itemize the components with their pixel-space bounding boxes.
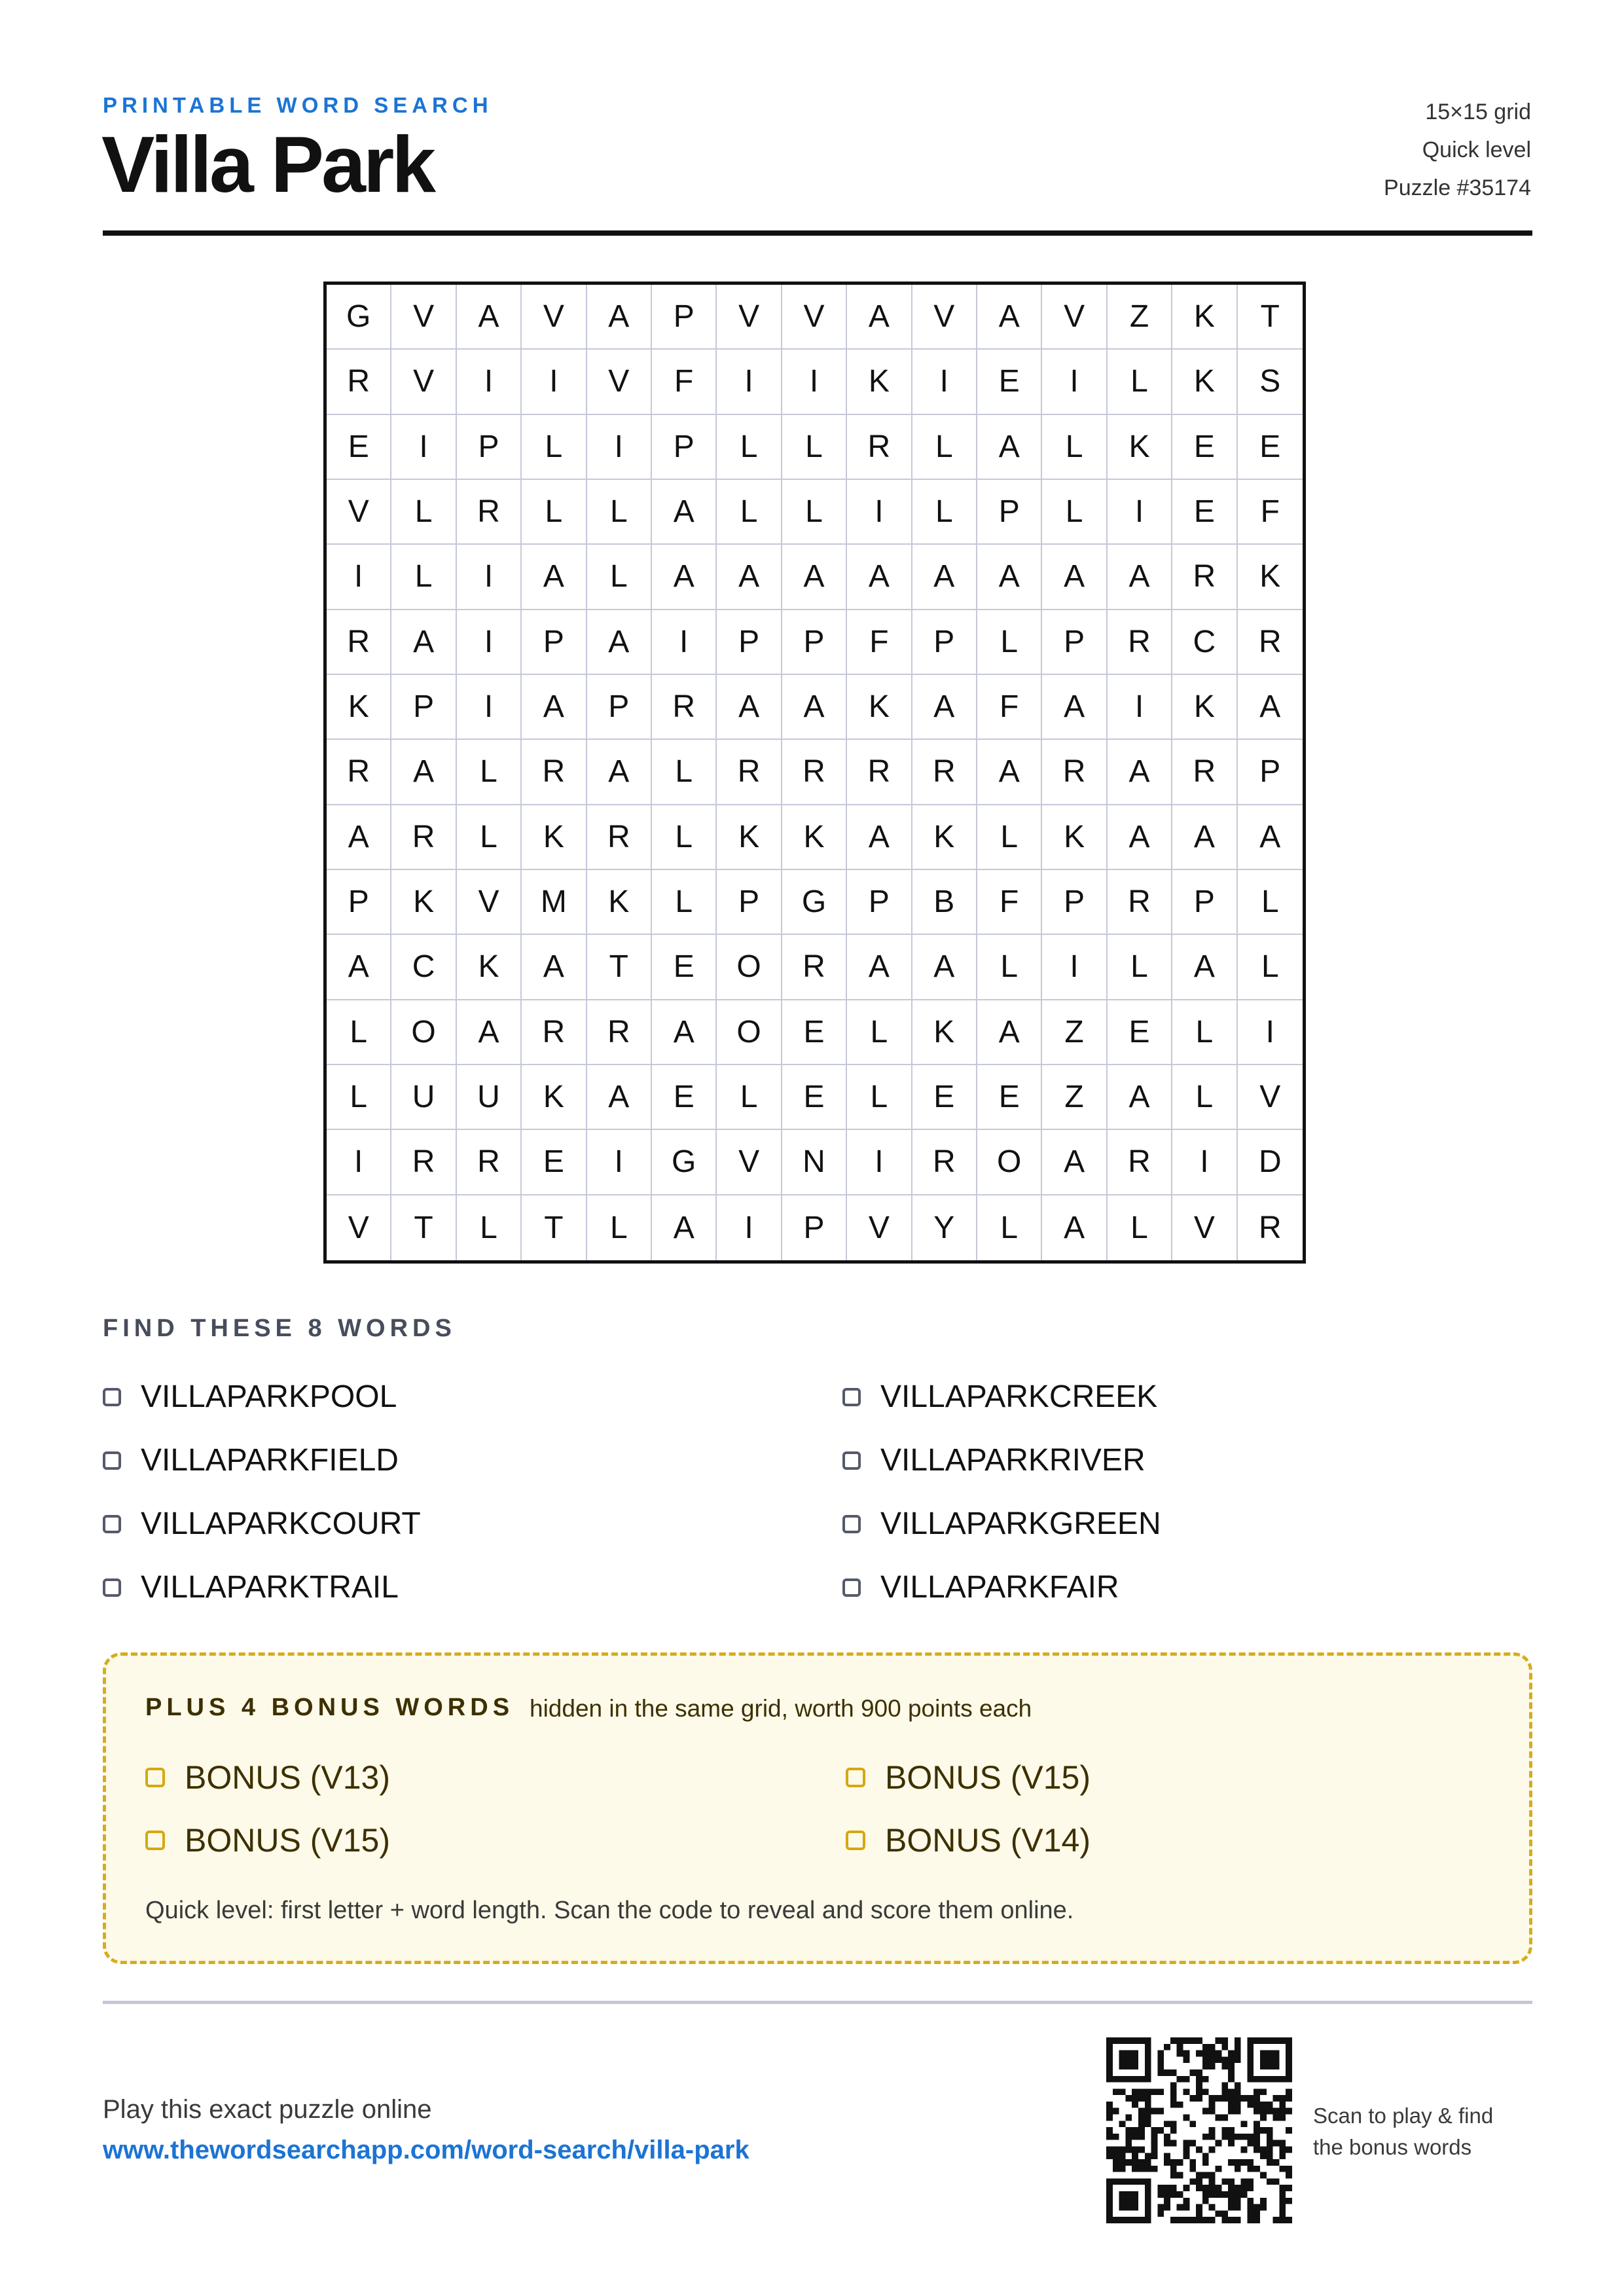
grid-cell[interactable]: I [457,610,522,675]
grid-cell[interactable]: K [522,805,586,870]
grid-cell[interactable]: K [1238,545,1303,610]
grid-cell[interactable]: V [327,480,391,545]
grid-cell[interactable]: E [1238,415,1303,480]
grid-cell[interactable]: I [717,1195,782,1260]
grid-cell[interactable]: R [457,1130,522,1195]
grid-cell[interactable]: A [1238,675,1303,740]
checkbox-icon[interactable] [842,1451,861,1470]
grid-cell[interactable]: L [1238,935,1303,1000]
grid-cell[interactable]: L [652,740,717,805]
grid-cell[interactable]: L [1172,1000,1237,1065]
grid-cell[interactable]: E [1172,480,1237,545]
grid-cell[interactable]: I [1108,480,1172,545]
word-item[interactable] [103,1429,842,1492]
checkbox-icon[interactable] [846,1768,865,1787]
grid-cell[interactable]: K [1172,675,1237,740]
grid-cell[interactable]: A [782,545,847,610]
grid-cell[interactable]: R [1172,740,1237,805]
grid-cell[interactable]: A [977,545,1042,610]
grid-cell[interactable]: P [327,870,391,935]
grid-cell[interactable]: G [652,1130,717,1195]
grid-cell[interactable]: I [587,1130,652,1195]
bonus-word-label: BONUS (V14) [885,1822,1091,1859]
bonus-word-label: BONUS (V13) [185,1759,390,1796]
grid-cell[interactable]: E [977,350,1042,414]
grid-cell[interactable]: R [327,350,391,414]
grid-cell[interactable]: V [391,350,456,414]
grid-cell[interactable]: T [1238,285,1303,350]
bonus-title: PLUS 4 BONUS WORDS [145,1694,514,1721]
grid-cell[interactable]: V [1172,1195,1237,1260]
grid-cell[interactable]: T [522,1195,586,1260]
word-list-title: FIND THESE 8 WORDS [103,1315,456,1342]
checkbox-icon[interactable] [842,1578,861,1597]
grid-cell[interactable]: N [782,1130,847,1195]
qr-code-icon[interactable] [1106,2037,1292,2223]
grid-cell[interactable]: I [522,350,586,414]
grid-cell[interactable]: Z [1042,1000,1107,1065]
word-item[interactable] [103,1492,842,1556]
word-label: VILLAPARKFIELD [141,1443,399,1478]
grid-cell[interactable]: R [782,935,847,1000]
grid-cell[interactable]: I [327,1130,391,1195]
checkbox-icon[interactable] [103,1388,121,1406]
grid-cell[interactable]: R [782,740,847,805]
grid-cell[interactable]: E [522,1130,586,1195]
grid-cell[interactable]: P [652,415,717,480]
grid-cell[interactable]: K [847,675,912,740]
grid-cell[interactable]: R [717,740,782,805]
grid-cell[interactable]: B [912,870,977,935]
grid-cell[interactable]: A [587,285,652,350]
grid-cell[interactable]: L [1042,480,1107,545]
grid-cell[interactable]: A [1172,805,1237,870]
grid-cell[interactable]: L [587,545,652,610]
grid-cell[interactable]: L [327,1065,391,1130]
grid-cell[interactable]: L [1108,350,1172,414]
grid-cell[interactable]: L [977,1195,1042,1260]
play-online-link[interactable]: www.thewordsearchapp.com/word-search/villa-park [103,2136,749,2164]
checkbox-icon[interactable] [103,1515,121,1533]
bonus-subtitle: hidden in the same grid, worth 900 points each [530,1695,1032,1722]
grid-cell[interactable]: A [847,805,912,870]
grid-cell[interactable]: V [587,350,652,414]
grid-cell[interactable]: R [847,415,912,480]
grid-cell[interactable]: L [1238,870,1303,935]
grid-cell[interactable]: A [912,935,977,1000]
grid-cell[interactable]: I [587,415,652,480]
grid-cell[interactable]: L [782,480,847,545]
grid-cell[interactable]: L [652,870,717,935]
grid-cell[interactable]: E [652,935,717,1000]
grid-cell[interactable]: R [327,740,391,805]
grid-cell[interactable]: U [457,1065,522,1130]
grid-cell[interactable]: G [782,870,847,935]
bonus-word-item[interactable] [846,1746,1494,1809]
grid-cell[interactable]: A [652,480,717,545]
grid-cell[interactable]: K [587,870,652,935]
grid-cell[interactable]: I [847,1130,912,1195]
word-item[interactable] [103,1556,842,1619]
grid-cell[interactable]: L [1108,935,1172,1000]
grid-cell[interactable]: K [847,350,912,414]
grid-cell[interactable]: R [912,1130,977,1195]
qr-caption-line: Scan to play & find [1313,2104,1494,2128]
checkbox-icon[interactable] [842,1388,861,1406]
grid-cell[interactable]: L [847,1065,912,1130]
grid-cell[interactable]: P [782,610,847,675]
eyebrow-label: PRINTABLE WORD SEARCH [103,93,493,117]
grid-cell[interactable]: V [391,285,456,350]
grid-cell[interactable]: E [912,1065,977,1130]
grid-cell[interactable]: P [1042,610,1107,675]
grid-cell[interactable]: K [717,805,782,870]
grid-cell[interactable]: P [652,285,717,350]
word-label: VILLAPARKCOURT [141,1506,421,1541]
grid-cell[interactable]: L [587,1195,652,1260]
grid-cell[interactable]: R [1108,610,1172,675]
grid-cell[interactable]: A [1042,1130,1107,1195]
grid-cell[interactable]: E [782,1065,847,1130]
grid-cell[interactable]: L [977,805,1042,870]
grid-cell[interactable]: L [327,1000,391,1065]
grid-cell[interactable]: P [847,870,912,935]
grid-cell[interactable]: A [977,1000,1042,1065]
footer-divider [103,2001,1532,2004]
grid-cell[interactable]: P [782,1195,847,1260]
grid-cell[interactable]: I [1108,675,1172,740]
grid-cell[interactable]: A [652,545,717,610]
grid-cell[interactable]: K [912,1000,977,1065]
bonus-panel [103,1652,1532,1964]
grid-cell[interactable]: A [1172,935,1237,1000]
grid-cell[interactable]: L [977,935,1042,1000]
grid-cell[interactable]: A [1238,805,1303,870]
grid-cell[interactable]: P [1238,740,1303,805]
grid-cell[interactable]: A [1108,740,1172,805]
qr-caption [1313,2100,1493,2163]
grid-cell[interactable]: T [391,1195,456,1260]
grid-cell[interactable]: E [977,1065,1042,1130]
grid-cell[interactable]: A [652,1000,717,1065]
grid-cell[interactable]: F [1238,480,1303,545]
grid-cell[interactable]: A [587,610,652,675]
word-item[interactable] [842,1556,1532,1619]
grid-cell[interactable]: A [391,610,456,675]
word-list [103,1365,1532,1619]
grid-cell[interactable]: R [1108,1130,1172,1195]
grid-cell[interactable]: F [652,350,717,414]
grid-cell[interactable]: A [717,675,782,740]
grid-cell[interactable]: V [782,285,847,350]
grid-cell[interactable]: A [782,675,847,740]
word-item[interactable] [103,1365,842,1429]
grid-cell[interactable]: M [522,870,586,935]
grid-cell[interactable]: K [1172,285,1237,350]
bonus-word-label: BONUS (V15) [185,1822,390,1859]
grid-cell[interactable]: A [977,740,1042,805]
bonus-word-list [145,1746,1494,1872]
word-label: VILLAPARKCREEK [880,1379,1158,1414]
grid-cell[interactable]: I [1042,935,1107,1000]
grid-cell[interactable]: R [522,740,586,805]
grid-cell[interactable]: A [391,740,456,805]
grid-cell[interactable]: R [1238,610,1303,675]
word-label: VILLAPARKRIVER [880,1443,1146,1478]
grid-cell[interactable]: K [327,675,391,740]
grid-cell[interactable]: R [522,1000,586,1065]
grid-cell[interactable]: L [782,415,847,480]
grid-cell[interactable]: A [522,935,586,1000]
grid-cell[interactable]: P [977,480,1042,545]
grid-cell[interactable]: T [587,935,652,1000]
grid-cell[interactable]: S [1238,350,1303,414]
checkbox-icon[interactable] [145,1768,165,1787]
grid-cell[interactable]: E [1108,1000,1172,1065]
grid-cell[interactable]: K [522,1065,586,1130]
bonus-note: Quick level: first letter + word length. Scan the code to reveal and score them online. [145,1897,1074,1924]
grid-cell[interactable]: A [912,675,977,740]
grid-cell[interactable]: L [977,610,1042,675]
grid-cell[interactable]: G [327,285,391,350]
grid-cell[interactable]: A [1042,675,1107,740]
puzzle-meta [1384,93,1531,207]
grid-cell[interactable]: L [522,480,586,545]
grid-cell[interactable]: K [1172,350,1237,414]
grid-cell[interactable]: R [912,740,977,805]
grid-cell[interactable]: A [587,1065,652,1130]
bonus-word-item[interactable] [846,1809,1494,1872]
grid-size-label: 15×15 grid [1425,100,1531,124]
grid-cell[interactable]: R [587,1000,652,1065]
grid-cell[interactable]: A [327,935,391,1000]
grid-cell[interactable]: A [847,545,912,610]
grid-cell[interactable]: K [782,805,847,870]
grid-cell[interactable]: O [977,1130,1042,1195]
grid-cell[interactable]: P [1172,870,1237,935]
grid-cell[interactable]: P [457,415,522,480]
grid-cell[interactable]: A [522,545,586,610]
word-item[interactable] [842,1365,1532,1429]
grid-cell[interactable]: F [977,870,1042,935]
word-label: VILLAPARKFAIR [880,1570,1119,1605]
grid-cell[interactable]: Z [1108,285,1172,350]
grid-cell[interactable]: R [652,675,717,740]
grid-cell[interactable]: F [847,610,912,675]
grid-cell[interactable]: A [1108,545,1172,610]
grid-cell[interactable]: V [717,285,782,350]
grid-cell[interactable]: A [847,285,912,350]
grid-cell[interactable]: L [1172,1065,1237,1130]
puzzle-number-label: Puzzle #35174 [1384,175,1531,200]
grid-cell[interactable]: P [717,610,782,675]
grid-cell[interactable]: L [717,480,782,545]
grid-cell[interactable]: K [1108,415,1172,480]
grid-cell[interactable]: R [587,805,652,870]
grid-cell[interactable]: A [327,805,391,870]
grid-cell[interactable]: A [1108,805,1172,870]
grid-cell[interactable]: L [912,480,977,545]
grid-cell[interactable]: I [1042,350,1107,414]
grid-cell[interactable]: P [391,675,456,740]
grid-cell[interactable]: L [391,545,456,610]
grid-cell[interactable]: A [522,675,586,740]
play-online-label: Play this exact puzzle online [103,2095,432,2124]
grid-cell[interactable]: I [391,415,456,480]
grid-cell[interactable]: L [717,415,782,480]
grid-cell[interactable]: I [457,675,522,740]
page-title: Villa Park [101,120,434,209]
grid-cell[interactable]: L [522,415,586,480]
grid-cell[interactable]: Z [1042,1065,1107,1130]
grid-cell[interactable]: L [391,480,456,545]
grid-cell[interactable]: E [327,415,391,480]
grid-cell[interactable]: L [457,740,522,805]
grid-cell[interactable]: P [587,675,652,740]
grid-cell[interactable]: O [717,1000,782,1065]
grid-cell[interactable]: V [847,1195,912,1260]
grid-cell[interactable]: V [1042,285,1107,350]
grid-cell[interactable]: O [717,935,782,1000]
grid-cell[interactable]: V [327,1195,391,1260]
bonus-word-label: BONUS (V15) [885,1759,1091,1796]
grid-cell[interactable]: L [457,1195,522,1260]
grid-cell[interactable]: P [912,610,977,675]
grid-cell[interactable]: L [587,480,652,545]
checkbox-icon[interactable] [103,1451,121,1470]
grid-cell[interactable]: A [652,1195,717,1260]
grid-cell[interactable]: V [912,285,977,350]
grid-cell[interactable]: I [847,480,912,545]
grid-cell[interactable]: R [1108,870,1172,935]
word-item[interactable] [842,1429,1532,1492]
grid-cell[interactable]: A [717,545,782,610]
grid-cell[interactable]: K [457,935,522,1000]
grid-cell[interactable]: A [1108,1065,1172,1130]
grid-cell[interactable]: K [391,870,456,935]
grid-cell[interactable]: R [1172,545,1237,610]
grid-cell[interactable]: V [457,870,522,935]
grid-cell[interactable]: R [457,480,522,545]
grid-cell[interactable]: I [457,350,522,414]
grid-cell[interactable]: I [912,350,977,414]
grid-cell[interactable]: L [652,805,717,870]
bonus-word-item[interactable] [145,1746,846,1809]
checkbox-icon[interactable] [103,1578,121,1597]
checkbox-icon[interactable] [842,1515,861,1533]
header-divider [103,230,1532,236]
grid-cell[interactable]: V [522,285,586,350]
grid-cell[interactable]: R [1258,1210,1282,1245]
qr-caption-line: the bonus words [1313,2135,1472,2159]
level-label: Quick level [1422,137,1531,162]
grid-cell[interactable]: Y [912,1195,977,1260]
grid-cell[interactable]: I [457,545,522,610]
grid-cell[interactable]: K [1042,805,1107,870]
grid-cell[interactable]: F [977,675,1042,740]
grid-cell[interactable]: A [977,415,1042,480]
grid-cell[interactable]: P [522,610,586,675]
grid-cell[interactable]: C [1172,610,1237,675]
grid-cell[interactable]: P [717,870,782,935]
grid-cell[interactable]: I [782,350,847,414]
grid-cell[interactable]: D [1238,1130,1303,1195]
grid-cell[interactable]: O [391,1000,456,1065]
checkbox-icon[interactable] [145,1831,165,1850]
grid-cell[interactable]: L [457,805,522,870]
word-label: VILLAPARKPOOL [141,1379,397,1414]
grid-cell[interactable]: A [587,740,652,805]
grid-cell[interactable]: E [1172,415,1237,480]
grid-cell[interactable]: A [457,1000,522,1065]
grid-cell[interactable]: L [717,1065,782,1130]
grid-cell[interactable]: U [391,1065,456,1130]
grid-cell[interactable]: R [327,610,391,675]
grid-cell[interactable]: A [977,285,1042,350]
grid-cell[interactable]: A [847,935,912,1000]
word-label: VILLAPARKGREEN [880,1506,1161,1541]
grid-cell[interactable]: L [1108,1195,1172,1260]
grid-cell[interactable]: I [652,610,717,675]
grid-cell[interactable]: R [391,805,456,870]
grid-cell[interactable]: I [327,545,391,610]
grid-cell[interactable]: I [717,350,782,414]
grid-cell[interactable]: L [847,1000,912,1065]
grid-cell[interactable]: A [1042,1195,1107,1260]
grid-cell[interactable]: E [652,1065,717,1130]
grid-cell[interactable]: V [717,1130,782,1195]
grid-cell[interactable]: R [1042,740,1107,805]
grid-cell[interactable]: I [1238,1000,1303,1065]
grid-cell[interactable]: A [1042,545,1107,610]
grid-cell[interactable]: L [912,415,977,480]
bonus-word-item[interactable] [145,1809,846,1872]
grid-cell[interactable]: P [1042,870,1107,935]
grid-cell[interactable]: R [847,740,912,805]
grid-cell[interactable]: V [1238,1065,1303,1130]
grid-cell[interactable]: E [782,1000,847,1065]
word-item[interactable] [842,1492,1532,1556]
grid-cell[interactable]: L [1042,415,1107,480]
checkbox-icon[interactable] [846,1831,865,1850]
grid-cell[interactable]: I [1172,1130,1237,1195]
grid-cell[interactable]: A [457,285,522,350]
grid-cell[interactable]: C [391,935,456,1000]
word-label: VILLAPARKTRAIL [141,1570,399,1605]
grid-cell[interactable]: R [391,1130,456,1195]
letter-grid [323,282,1306,1264]
grid-cell[interactable]: K [912,805,977,870]
grid-cell[interactable]: A [912,545,977,610]
